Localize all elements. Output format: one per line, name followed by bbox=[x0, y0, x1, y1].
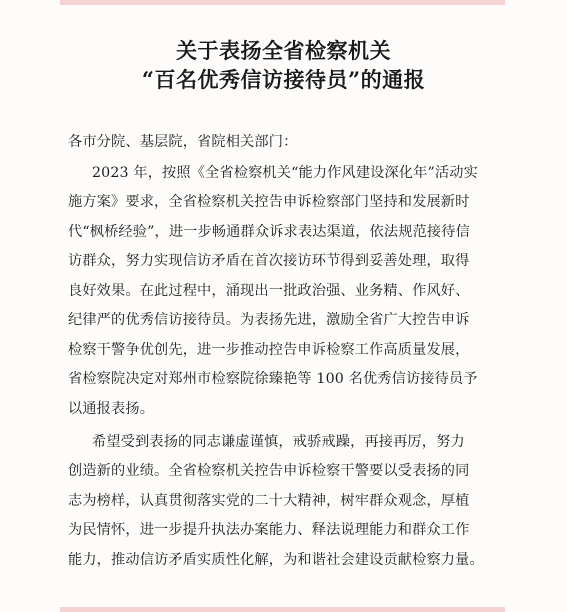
paragraph-2-line-4: 为民情怀，进一步提升执法办案能力、释法说理能力和群众工作 bbox=[68, 522, 470, 538]
page-bottom-border bbox=[60, 607, 505, 612]
paragraph-1-line-3: 代“枫桥经验”，进一步畅通群众诉求表达渠道，依法规范接待信 bbox=[68, 224, 470, 240]
page-top-border bbox=[60, 0, 505, 5]
paragraph-1-line-6: 纪律严的优秀信访接待员。为表扬先进，激励全省广大控告申诉 bbox=[68, 312, 470, 328]
paragraph-2-line-3: 志为榜样，认真贯彻落实党的二十大精神，树牢群众观念，厚植 bbox=[68, 493, 470, 509]
paragraph-1-line-1: 2023 年，按照《全省检察机关“能力作风建设深化年”活动实 bbox=[92, 165, 478, 181]
paragraph-2-line-5: 能力，推动信访矛盾实质性化解，为和谐社会建设贡献检察力量。 bbox=[68, 552, 484, 568]
salutation: 各市分院、基层院，省院相关部门： bbox=[68, 134, 298, 150]
paragraph-1-line-9: 以通报表扬。 bbox=[68, 401, 155, 417]
document-title-line-1: 关于表扬全省检察机关 bbox=[176, 38, 391, 63]
paragraph-2-line-2: 创造新的业绩。全省检察机关控告申诉检察干警要以受表扬的同 bbox=[68, 463, 470, 479]
paragraph-1-line-5: 良好效果。在此过程中，涌现出一批政治强、业务精、作风好、 bbox=[68, 283, 470, 299]
paragraph-1-line-7: 检察干警争优创先，进一步推动控告申诉检察工作高质量发展， bbox=[68, 342, 470, 358]
paragraph-1-line-4: 访群众，努力实现信访矛盾在首次接访环节得到妥善处理，取得 bbox=[68, 253, 470, 269]
document-title-line-2: “百名优秀信访接待员”的通报 bbox=[141, 67, 426, 92]
paragraph-1-line-2: 施方案》要求，全省检察机关控告申诉检察部门坚持和发展新时 bbox=[68, 194, 470, 210]
paragraph-1-line-8: 省检察院决定对郑州市检察院徐臻艳等 100 名优秀信访接待员予 bbox=[68, 371, 478, 387]
paragraph-2-line-1: 希望受到表扬的同志谦虚谨慎，戒骄戒躁，再接再厉，努力 bbox=[92, 434, 465, 450]
